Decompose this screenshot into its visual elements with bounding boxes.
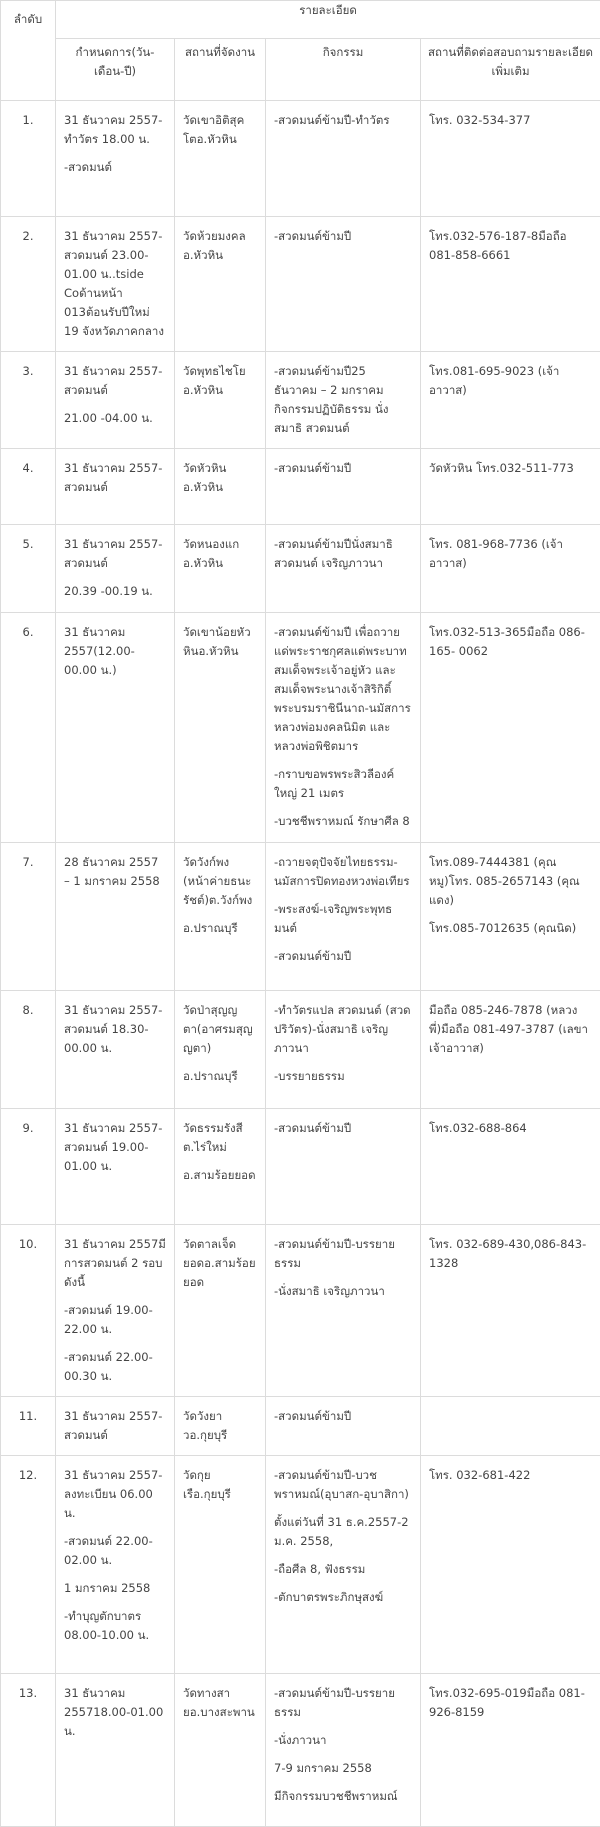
contact-line: โทร.032-513-365มือถือ 086-165- 0062 [429,623,592,661]
contact-cell [421,352,600,449]
activity-cell [266,991,421,1109]
activity-cell [266,449,421,525]
place-line: วัดหัวหิน อ.หัวหิน [183,459,257,497]
date-line: 20.39 -00.19 น. [64,582,166,601]
contact-line: โทร.032-688-864 [429,1119,592,1138]
row-number: 6. [1,613,56,843]
place-cell [175,217,266,352]
contact-cell [421,843,600,991]
activity-cell [266,1397,421,1456]
date-line: 31 ธันวาคม 2557-ทำวัตร 18.00 น. [64,111,166,149]
row-number: 8. [1,991,56,1109]
date-cell [56,1456,175,1674]
activity-line: -พระสงฆ์-เจริญพระพุทธมนต์ [274,900,412,938]
activity-line: 7-9 มกราคม 2558 [274,1759,412,1778]
date-line: 28 ธันวาคม 2557 – 1 มกราคม 2558 [64,853,166,891]
row-number: 3. [1,352,56,449]
place-cell [175,1397,266,1456]
place-cell [175,352,266,449]
table-row [1,613,600,843]
activity-cell [266,1225,421,1397]
contact-cell [421,1456,600,1674]
place-cell [175,525,266,613]
place-cell [175,613,266,843]
date-line: 31 ธันวาคม 2557-สวดมนต์ [64,1407,166,1445]
date-cell [56,1397,175,1456]
row-number: 12. [1,1456,56,1674]
table-row [1,449,600,525]
date-line: 31 ธันวาคม 255718.00-01.00 น. [64,1684,166,1741]
row-number: 9. [1,1109,56,1225]
contact-line: โทร. 081-968-7736 (เจ้าอาวาส) [429,535,592,573]
date-cell [56,449,175,525]
place-cell [175,1109,266,1225]
table-row [1,1456,600,1674]
date-cell [56,217,175,352]
activity-cell [266,613,421,843]
date-line: 31 ธันวาคม 2557-สวดมนต์ [64,459,166,497]
activity-cell [266,525,421,613]
contact-cell [421,1225,600,1397]
place-cell [175,843,266,991]
contact-line: วัดหัวหิน โทร.032-511-773 [429,459,592,478]
contact-cell [421,449,600,525]
date-line: -สวดมนต์ 22.00-02.00 น. [64,1532,166,1570]
date-cell [56,1225,175,1397]
row-number: 7. [1,843,56,991]
header-place: สถานที่จัดงาน [175,39,266,101]
place-line: วัดห้วยมงคล อ.หัวหิน [183,227,257,265]
activity-line: -สวดมนต์ข้ามปี-บรรยายธรรม [274,1235,412,1273]
contact-cell [421,217,600,352]
table-body [1,101,600,1827]
activity-line: -สวดมนต์ข้ามปี [274,459,412,478]
contact-cell [421,1674,600,1827]
activity-line: -ตักบาตรพระภิกษุสงฆ์ [274,1588,412,1607]
date-line: 31 ธันวาคม 2557(12.00-00.00 น.) [64,623,166,680]
place-cell [175,1456,266,1674]
row-number: 11. [1,1397,56,1456]
date-line: 31 ธันวาคม 2557-สวดมนต์ 18.30-00.00 น. [64,1001,166,1058]
date-line: 31 ธันวาคม 2557-สวดมนต์ [64,362,166,400]
activity-line: -กราบขอพรพระสิวลีองค์ใหญ่ 21 เมตร [274,765,412,803]
place-line: วัดเขาน้อยหัวหินอ.หัวหิน [183,623,257,661]
activity-line: -สวดมนต์ข้ามปี25 ธันวาคม – 2 มกราคม กิจกรรมปฏิบัติธรรม นั่งสมาธิ สวดมนต์ [274,362,412,438]
place-line: วัดกุยเรือ.กุยบุรี [183,1466,257,1504]
date-line: 31 ธันวาคม 2557-ลงทะเบียน 06.00 น. [64,1466,166,1523]
table-row [1,525,600,613]
activity-line: มีกิจกรรมบวชชีพราหมณ์ [274,1787,412,1806]
contact-cell [421,1397,600,1456]
contact-cell [421,525,600,613]
activity-cell [266,1109,421,1225]
date-line: -ทำบุญตักบาตร 08.00-10.00 น. [64,1607,166,1645]
row-number: 10. [1,1225,56,1397]
contact-line: โทร.085-7012635 (คุณนิด) [429,919,592,938]
activity-line: -ทำวัตรแปล สวดมนต์ (สวดปริวัตร)-นั่งสมาธิ เจริญภาวนา [274,1001,412,1058]
activity-line: -สวดมนต์ข้ามปี [274,227,412,246]
contact-cell [421,613,600,843]
date-cell [56,843,175,991]
activity-line: -สวดมนต์ข้ามปี-บรรยายธรรม [274,1684,412,1722]
date-line: 31 ธันวาคม 2557-สวดมนต์ [64,535,166,573]
activity-line: -สวดมนต์ข้ามปี [274,947,412,966]
table-row [1,991,600,1109]
place-line: วัดตาลเจ็ดยอดอ.สามร้อยยอด [183,1235,257,1292]
contact-line: โทร.081-695-9023 (เจ้าอาวาส) [429,362,592,400]
header-details: รายละเอียด [56,1,600,39]
place-cell [175,991,266,1109]
activity-cell [266,101,421,217]
table-row [1,101,600,217]
header-activity: กิจกรรม [266,39,421,101]
contact-line: โทร.032-576-187-8มือถือ 081-858-6661 [429,227,592,265]
date-line: 21.00 -04.00 น. [64,409,166,428]
header-order: ลำดับ [1,1,56,101]
activity-line: -สวดมนต์ข้ามปี เพื่อถวายแด่พระราชกุศลแด่พระบาทสมเด็จพระเจ้าอยู่หัว และสมเด็จพระนางเจ้าสิริกิติ์ พระบรมราชินีนาถ-นมัสการหลวงพ่อมงคลนิมิต และหลวงพ่อพิชิตมาร [274,623,412,756]
contact-line: โทร. 032-534-377 [429,111,592,130]
date-line: -สวดมนต์ 22.00-00.30 น. [64,1348,166,1386]
date-line: 31 ธันวาคม 2557-สวดมนต์ 19.00-01.00 น. [64,1119,166,1176]
activity-line: -สวดมนต์ข้ามปี [274,1407,412,1426]
place-cell [175,1225,266,1397]
header-contact: สถานที่ติดต่อสอบถามรายละเอียดเพิ่มเติม [421,39,600,101]
activity-line: -ถือศีล 8, ฟังธรรม [274,1560,412,1579]
contact-line: โทร. 032-681-422 [429,1466,592,1485]
place-line: วัดธรรมรังสี ต.ไร่ใหม่ [183,1119,257,1157]
date-cell [56,352,175,449]
table-row [1,1109,600,1225]
activity-line: -ถวายจตุปัจจัยไทยธรรม-นมัสการปิดทองหวงพ่อเทียร [274,853,412,891]
table-row [1,843,600,991]
table-row [1,352,600,449]
date-cell [56,1109,175,1225]
activity-line: -บวชชีพราหมณ์ รักษาศีล 8 [274,812,412,831]
contact-cell [421,991,600,1109]
place-line: อ.สามร้อยยอด [183,1166,257,1185]
place-cell [175,449,266,525]
contact-line: โทร.032-695-019มือถือ 081-926-8159 [429,1684,592,1722]
date-cell [56,101,175,217]
activity-line: -นั่งภาวนา [274,1731,412,1750]
table-row [1,1674,600,1827]
date-cell [56,991,175,1109]
activity-line: -บรรยายธรรม [274,1067,412,1086]
contact-cell [421,101,600,217]
date-cell [56,1674,175,1827]
row-number: 2. [1,217,56,352]
row-number: 4. [1,449,56,525]
row-number: 13. [1,1674,56,1827]
date-line: 1 มกราคม 2558 [64,1579,166,1598]
activity-line: -สวดมนต์ข้ามปี [274,1119,412,1138]
place-line: วัดหนองแก อ.หัวหิน [183,535,257,573]
place-line: วัดป่าสุญญตา(อาศรมสุญญตา) [183,1001,257,1058]
date-cell [56,613,175,843]
activity-line: -สวดมนต์ข้ามปี-บวชพราหมณ์(อุบาสก-อุบาสิกา) [274,1466,412,1504]
activity-cell [266,1674,421,1827]
date-line: 31 ธันวาคม 2557-สวดมนต์ 23.00-01.00 น..tside Coด้านหน้า 013ต้อนรับปีใหม่ 19 จังหวัดภาคกลาง [64,227,166,341]
date-cell [56,525,175,613]
activity-cell [266,843,421,991]
date-line: 31 ธันวาคม 2557มีการสวดมนต์ 2 รอบดังนี้ [64,1235,166,1292]
activity-line: -สวดมนต์ข้ามปี-ทำวัตร [274,111,412,130]
place-line: อ.ปราณบุรี [183,919,257,938]
contact-line: โทร.089-7444381 (คุณหมู)โทร. 085-2657143 (คุณแดง) [429,853,592,910]
activity-cell [266,1456,421,1674]
activity-line: -นั่งสมาธิ เจริญภาวนา [274,1282,412,1301]
place-line: วัดวังยาวอ.กุยบุรี [183,1407,257,1445]
contact-cell [421,1109,600,1225]
row-number: 5. [1,525,56,613]
place-line: วัดเขาอิติสุคโตอ.หัวหิน [183,111,257,149]
table-row [1,1397,600,1456]
contact-line: โทร. 032-689-430,086-843-1328 [429,1235,592,1273]
table-row [1,1225,600,1397]
contact-line: มือถือ 085-246-7878 (หลวงพี่)มือถือ 081-497-3787 (เลขาเจ้าอาวาส) [429,1001,592,1058]
place-cell [175,101,266,217]
place-line: วัดวังก์พง (หน้าค่ายธนะรัชต์)ต.วังก์พง [183,853,257,910]
date-line: -สวดมนต์ [64,158,166,177]
activity-line: ตั้งแต่วันที่ 31 ธ.ค.2557-2 ม.ค. 2558, [274,1513,412,1551]
place-cell [175,1674,266,1827]
activity-cell [266,352,421,449]
table-row [1,217,600,352]
place-line: อ.ปราณบุรี [183,1067,257,1086]
header-date: กำหนดการ(วัน-เดือน-ปี) [56,39,175,101]
activity-cell [266,217,421,352]
activity-line: -สวดมนต์ข้ามปีนั่งสมาธิ สวดมนต์ เจริญภาวนา [274,535,412,573]
place-line: วัดทางสายอ.บางสะพาน [183,1684,257,1722]
date-line: -สวดมนต์ 19.00-22.00 น. [64,1301,166,1339]
row-number: 1. [1,101,56,217]
place-line: วัดพุทธไชโย อ.หัวหิน [183,362,257,400]
